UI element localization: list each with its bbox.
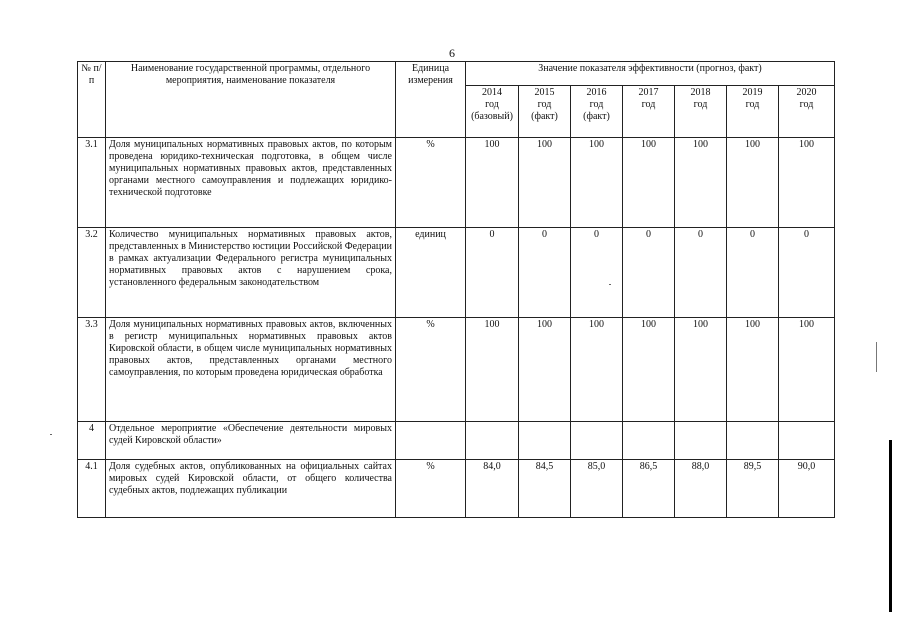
row-value: 100	[571, 318, 623, 422]
row-value: 0	[571, 228, 623, 318]
scan-mark	[876, 342, 877, 372]
header-unit: Единица измерения	[396, 62, 466, 138]
row-value	[466, 422, 519, 460]
header-year-note: (факт)	[531, 111, 558, 122]
row-value: 0	[623, 228, 675, 318]
table-row	[78, 138, 835, 228]
row-value: 100	[623, 318, 675, 422]
table-row	[78, 460, 835, 518]
header-year-year: 2016	[586, 87, 607, 98]
row-value	[727, 422, 779, 460]
row-name: Доля муниципальных нормативных правовых актов, по которым проведена юридико-техническая подготовка, в общем числе муниципальных нормативных правовых актов, представленных органами местного самоуправления и подлежащих юридико-технической подготовке	[106, 138, 396, 228]
page-number: 6	[449, 46, 455, 60]
row-value: 100	[779, 138, 835, 228]
row-value: 85,0	[571, 460, 623, 518]
row-value: 84,5	[519, 460, 571, 518]
row-value: 100	[466, 318, 519, 422]
header-year-year: 2015	[534, 87, 555, 98]
header-num: № п/п	[78, 62, 106, 138]
row-value: 100	[519, 138, 571, 228]
table-row	[78, 228, 835, 318]
header-year-label: год	[745, 99, 760, 110]
row-num: 3.2	[78, 228, 106, 318]
row-value: 0	[519, 228, 571, 318]
row-value: 100	[519, 318, 571, 422]
row-value: 90,0	[779, 460, 835, 518]
row-num: 3.3	[78, 318, 106, 422]
header-year-2019	[727, 86, 779, 138]
header-year-label: год	[641, 99, 656, 110]
row-value: 0	[727, 228, 779, 318]
row-num: 3.1	[78, 138, 106, 228]
header-year-note: (факт)	[583, 111, 610, 122]
header-year-year: 2014	[482, 87, 502, 98]
header-year-year: 2018	[690, 87, 711, 98]
header-year-label: год	[799, 99, 814, 110]
header-name: Наименование государственной программы, отдельного мероприятия, наименование показателя	[106, 62, 396, 138]
row-value: 100	[727, 318, 779, 422]
row-value: 89,5	[727, 460, 779, 518]
header-value-group: Значение показателя эффективности (прогноз, факт)	[466, 62, 835, 86]
header-year-2020	[779, 86, 835, 138]
row-value: 100	[727, 138, 779, 228]
row-value: 100	[779, 318, 835, 422]
row-value: 0	[675, 228, 727, 318]
row-name: Доля судебных актов, опубликованных на официальных сайтах мировых судей Кировской области, от общего количества судебных актов, подлежащих публикации	[106, 460, 396, 518]
header-year-2014	[466, 86, 519, 138]
row-unit: %	[396, 138, 466, 228]
row-num: 4.1	[78, 460, 106, 518]
row-unit	[396, 422, 466, 460]
header-year-label: год	[589, 99, 604, 110]
row-num: 4	[78, 422, 106, 460]
row-unit: %	[396, 460, 466, 518]
header-year-year: 2017	[638, 87, 659, 98]
row-value	[519, 422, 571, 460]
scan-speck	[50, 434, 52, 435]
row-name: Доля муниципальных нормативных правовых актов, включенных в регистр муниципальных нормативных правовых актов Кировской области, в общем числе муниципальных нормативных правовых актов, представленных органами местного самоуправления, по которым проведена юридическая обработка	[106, 318, 396, 422]
row-value: 100	[571, 138, 623, 228]
row-value: 0	[779, 228, 835, 318]
header-year-year: 2019	[742, 87, 763, 98]
row-value: 100	[623, 138, 675, 228]
header-year-2017	[623, 86, 675, 138]
table-row	[78, 318, 835, 422]
header-year-year: 2020	[796, 87, 817, 98]
header-year-label: год	[537, 99, 552, 110]
header-year-label: год	[693, 99, 708, 110]
header-year-2015	[519, 86, 571, 138]
header-year-label: год	[485, 99, 499, 110]
header-year-note: (базовый)	[471, 111, 513, 122]
row-value	[675, 422, 727, 460]
row-value: 86,5	[623, 460, 675, 518]
row-value: 88,0	[675, 460, 727, 518]
row-value: 0	[466, 228, 519, 318]
scan-edge-line	[889, 440, 892, 612]
row-unit: единиц	[396, 228, 466, 318]
row-value: 100	[466, 138, 519, 228]
indicator-table	[77, 61, 835, 518]
row-name: Количество муниципальных нормативных правовых актов, представленных в Министерство юстиции Российской Федерации в рамках актуализации Федерального регистра муниципальных нормативных правовых актов с нарушением срока, установленного федеральным законодательством	[106, 228, 396, 318]
row-value	[623, 422, 675, 460]
row-value	[779, 422, 835, 460]
scan-speck	[609, 284, 611, 285]
row-value	[571, 422, 623, 460]
table-row	[78, 422, 835, 460]
row-value: 100	[675, 138, 727, 228]
header-year-2018	[675, 86, 727, 138]
row-value: 84,0	[466, 460, 519, 518]
header-year-2016	[571, 86, 623, 138]
row-value: 100	[675, 318, 727, 422]
row-name: Отдельное мероприятие «Обеспечение деятельности мировых судей Кировской области»	[106, 422, 396, 460]
row-unit: %	[396, 318, 466, 422]
